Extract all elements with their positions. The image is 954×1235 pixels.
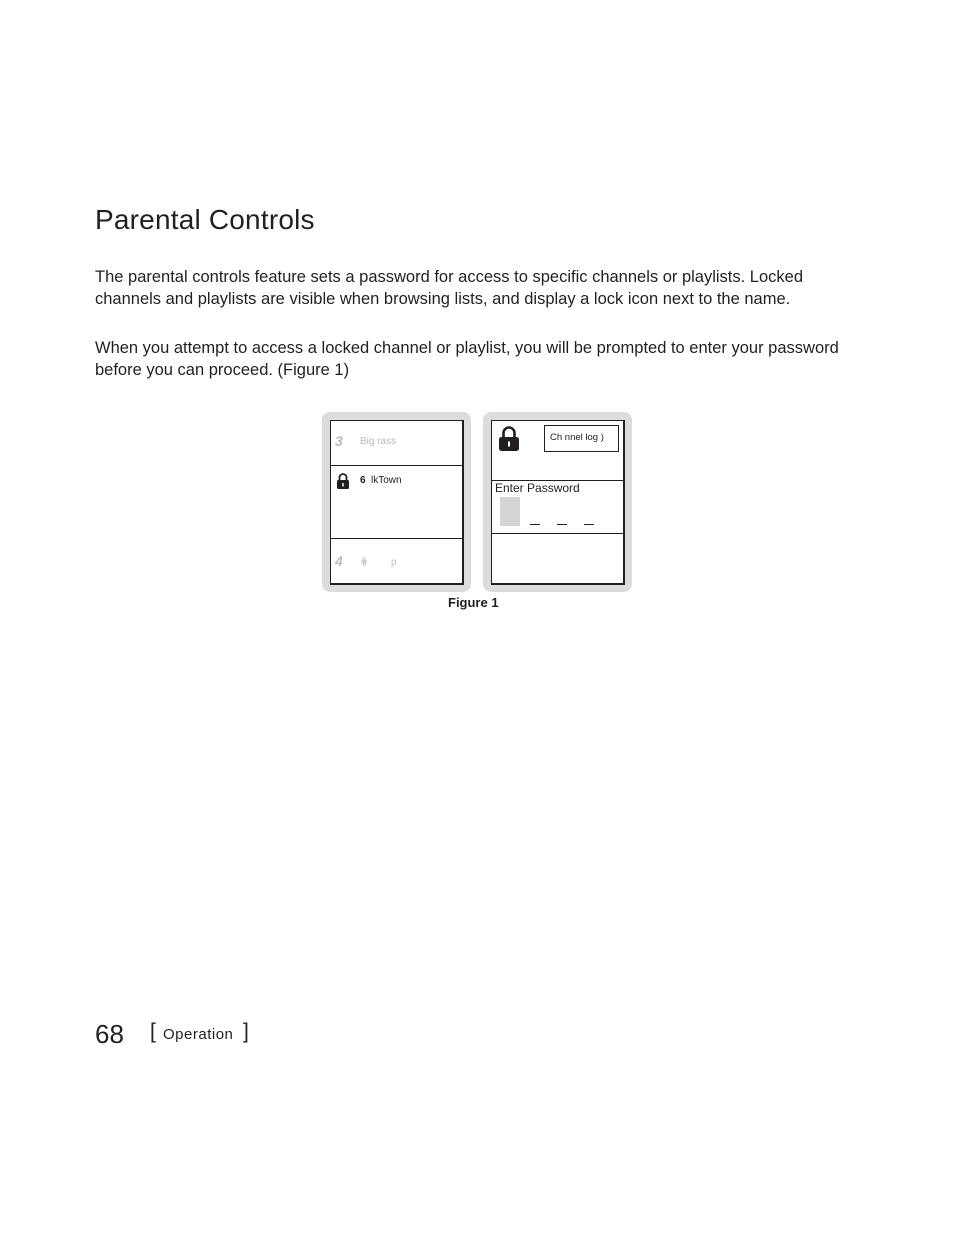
screen-display: [330, 420, 464, 585]
list-item: [331, 538, 462, 583]
footer-bracket-close: ]: [243, 1020, 249, 1043]
locked-access-paragraph: When you attempt to access a locked channel or playlist, you will be prompted to enter your password before you can proceed. (Figure 1): [95, 339, 839, 379]
password-prompt-screen: [483, 412, 632, 592]
channel-number: 6: [360, 475, 366, 486]
lock-icon: [498, 426, 520, 452]
channel-name: lkTown: [371, 475, 402, 486]
password-row: [492, 480, 623, 534]
enter-password-label: Enter Password: [495, 481, 580, 495]
channel-icon-placeholder: ⋕: [360, 557, 369, 568]
page-number: 68: [95, 1019, 124, 1049]
footer-bracket-open: [: [150, 1020, 156, 1043]
figure-caption: Figure 1: [448, 595, 499, 610]
channel-name: Big rass: [360, 436, 397, 447]
header-row: [492, 421, 623, 481]
list-item: [331, 465, 462, 539]
password-slot: [557, 524, 567, 525]
password-cursor: [500, 497, 520, 526]
section-label: Operation: [163, 1026, 234, 1043]
channel-list-screen: [322, 412, 471, 592]
intro-paragraph: The parental controls feature sets a password for access to specific channels or playlists. Locked channels and playlists are visible when browsing lists, and display a lock icon next to the name.: [95, 268, 804, 308]
empty-row: [492, 533, 623, 583]
channel-number: 4: [335, 553, 343, 569]
password-slot: [530, 524, 540, 525]
list-item: [331, 421, 462, 466]
password-slot: [584, 524, 594, 525]
channel-number: 3: [335, 433, 343, 449]
channel-logo-box: Ch nnel log ): [544, 425, 619, 452]
lock-icon: [336, 473, 350, 490]
channel-name: p: [391, 557, 397, 568]
screen-display: [491, 420, 625, 585]
page-title: Parental Controls: [95, 204, 315, 235]
